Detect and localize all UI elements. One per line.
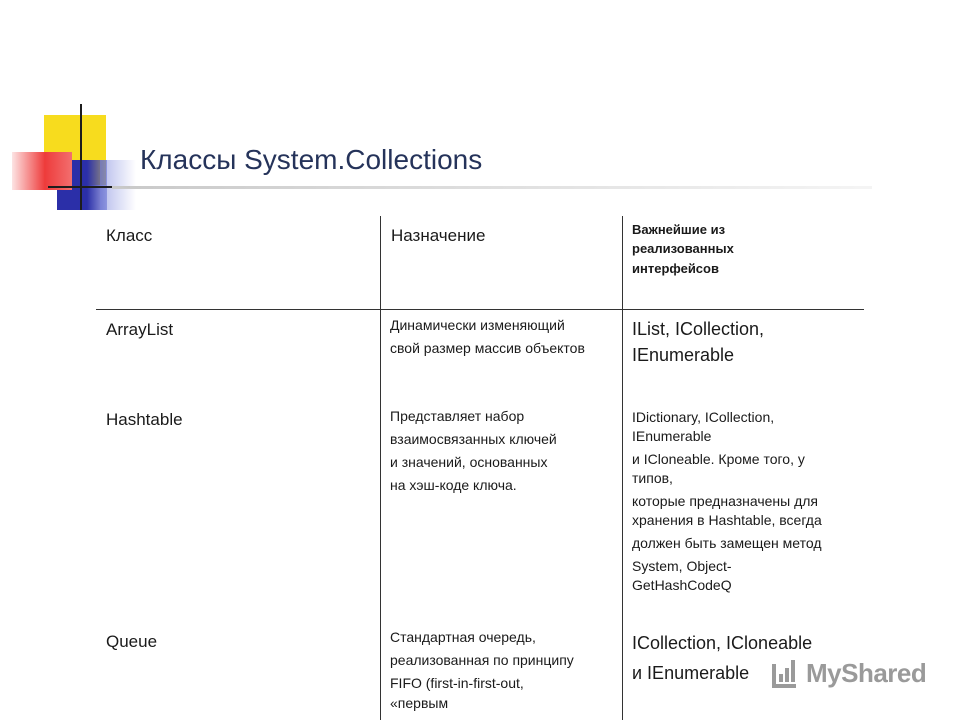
table-row-interfaces: ICollection, ICloneable и IEnumerable <box>632 633 813 683</box>
table-row-class: ArrayList <box>106 320 174 339</box>
column-divider-1 <box>380 216 381 720</box>
header-purpose: Назначение <box>391 226 486 245</box>
watermark <box>770 656 926 690</box>
title-underline <box>112 186 872 189</box>
table-row-class: Hashtable <box>106 410 183 429</box>
decorative-vertical-line <box>80 104 82 210</box>
header-divider <box>96 309 864 310</box>
table-row-interfaces: IDictionary, ICollection, IEnumerable и ICloneable. Кроме того, у типов, которые предназначены для хранения в Hashtable, всегда должен быть замещен метод System, Object- GetHashCodeQ <box>632 409 822 593</box>
red-square <box>12 152 72 190</box>
header-interfaces: Важнейшие из реализованных интерфейсов <box>632 222 734 276</box>
blue-square-fade <box>100 160 136 210</box>
header-class: Класс <box>106 226 153 245</box>
watermark-text: MyShared <box>806 657 927 688</box>
table-row-purpose: Представляет набор взаимосвязанных ключей и значений, основанных на хэш-коде ключа. <box>390 408 557 493</box>
table-row-interfaces: IList, ICollection, IEnumerable <box>632 319 765 365</box>
decorative-squares <box>0 0 200 230</box>
table-row-class: Queue <box>106 632 158 651</box>
table-row-purpose: Стандартная очередь, реализованная по принципу FIFO (first-in-first-out, «первым <box>390 629 574 711</box>
slide-title: Классы System.Collections <box>140 144 483 175</box>
myshared-logo-icon <box>770 656 800 690</box>
table-row-purpose: Динамически изменяющий свой размер массив объектов <box>390 317 585 356</box>
